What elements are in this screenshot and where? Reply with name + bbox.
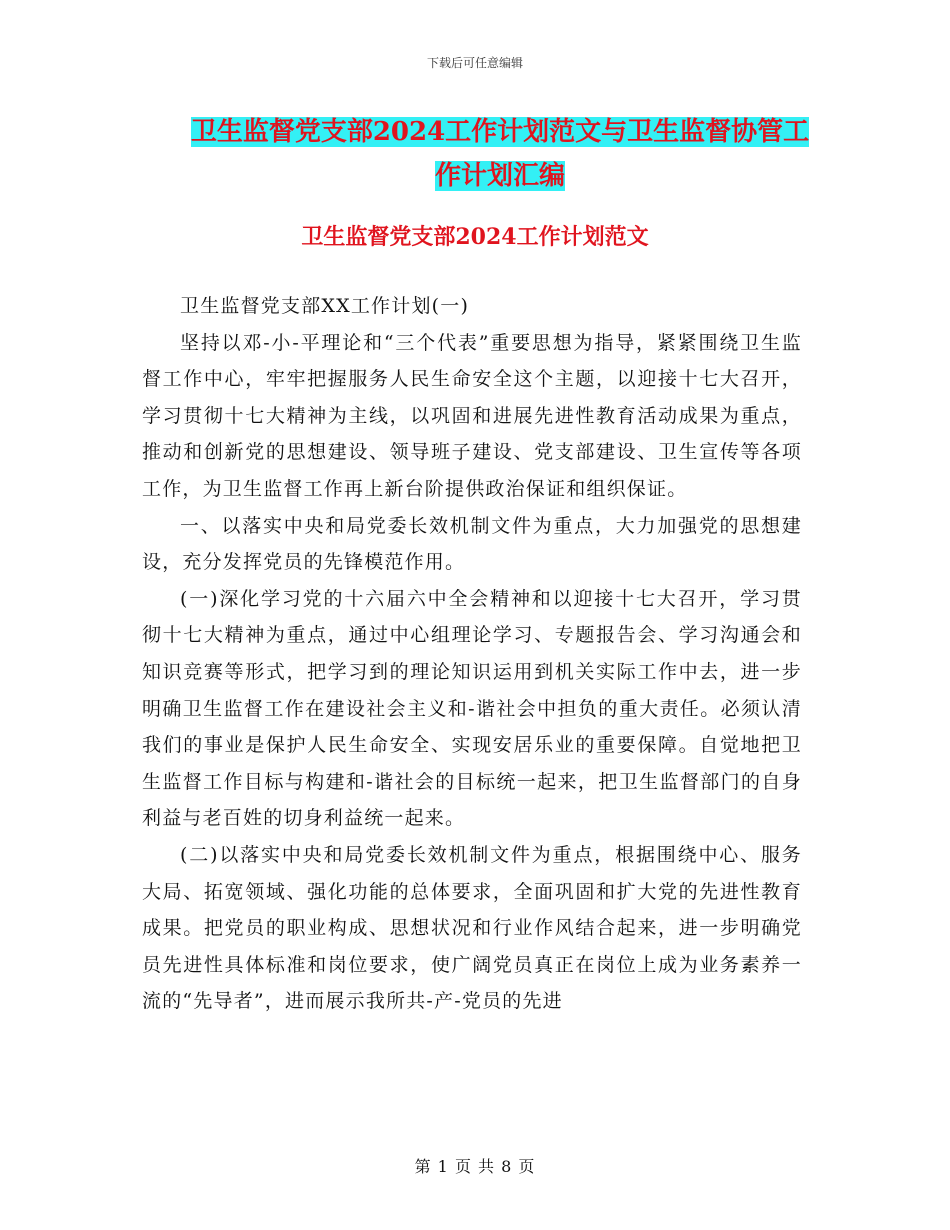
paragraph: (二)以落实中央和局党委长效机制文件为重点，根据围绕中心、服务大局、拓宽领域、强化功能的总体要求，全面巩固和扩大党的先进性教育成果。把党员的职业构成、思想状况和行业作风结合起来，进一步明确党员先进性具体标准和岗位要求，使广阔党员真正在岗位上成为业务素养一流的“先导者”，进而展示我所共-产-党员的先进 bbox=[142, 843, 802, 1013]
paragraph: 坚持以邓-小-平理论和“三个代表”重要思想为指导，紧紧围绕卫生监督工作中心，牢牢把握服务人民生命安全这个主题，以迎接十七大召开，学习贯彻十七大精神为主线，以巩固和进展先进性教育活动成果为重点，推动和创新党的思想建设、领导班子建设、党支部建设、卫生宣传等各项工作，为卫生监督工作再上新台阶提供政治保证和组织保证。 bbox=[142, 331, 802, 500]
paragraph: (一)深化学习党的十六届六中全会精神和以迎接十七大召开，学习贯彻十七大精神为重点，通过中心组理论学习、专题报告会、学习沟通会和知识竞赛等形式，把学习到的理论知识运用到机关实际工作中去，进一步明确卫生监督工作在建设社会主义和-谐社会中担负的重大责任。必须认清我们的事业是保护人民生命安全、实现安居乐业的重要保障。自觉地把卫生监督工作目标与构建和-谐社会的目标统一起来，把卫生监督部门的自身利益与老百姓的切身利益统一起来。 bbox=[142, 587, 802, 830]
document-title bbox=[150, 110, 850, 198]
title-line-1: 卫生监督党支部2024工作计划范文与卫生监督协管工 bbox=[190, 117, 810, 147]
header-note: 下载后可任意编辑 bbox=[426, 56, 523, 70]
paragraph: 一、以落实中央和局党委长效机制文件为重点，大力加强党的思想建设，充分发挥党员的先锋模范作用。 bbox=[142, 514, 802, 574]
title-line-2: 作计划汇编 bbox=[434, 161, 565, 191]
page-footer: 第 1 页 共 8 页 bbox=[414, 1157, 536, 1176]
section-title: 卫生监督党支部2024工作计划范文 bbox=[301, 224, 649, 250]
paragraph-subtitle: 卫生监督党支部XX工作计划(一) bbox=[180, 295, 470, 317]
document-body bbox=[142, 288, 802, 1020]
